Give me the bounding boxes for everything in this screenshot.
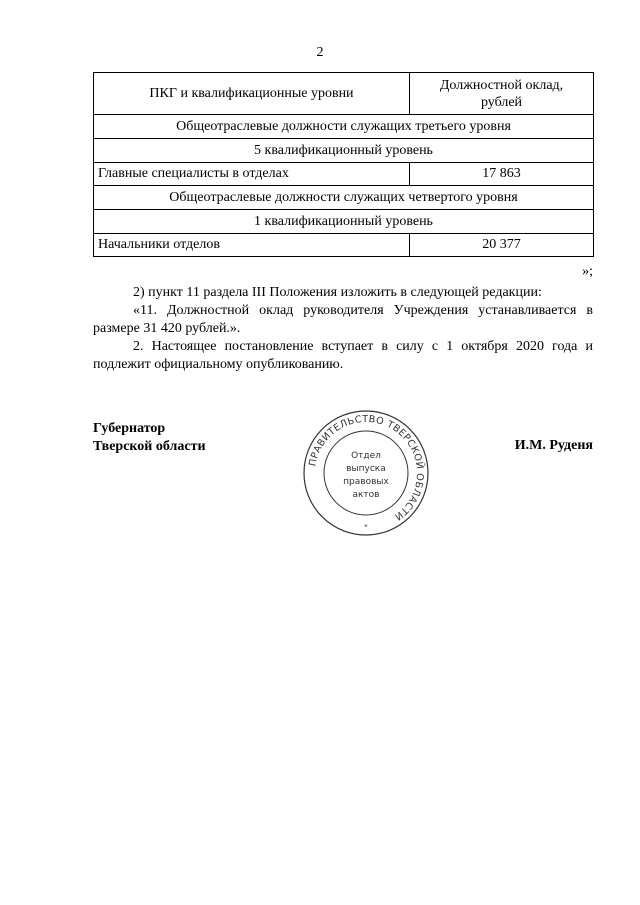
table-header-row	[94, 73, 594, 115]
paragraph-amendment: 2) пункт 11 раздела III Положения изложить в следующей редакции:	[133, 285, 542, 300]
stamp-ring-text: ПРАВИТЕЛЬСТВО ТВЕРСКОЙ ОБЛАСТИ	[307, 413, 426, 523]
group1-level-cell: 5 квалификационный уровень	[94, 139, 594, 163]
signatory-title-line1: Губернатор	[93, 421, 166, 436]
group1-position-cell: Главные специалисты в отделах	[94, 163, 410, 186]
closing-quote: »;	[582, 264, 593, 279]
header-salary-line1: Должностной оклад,	[439, 77, 564, 93]
signatory-name: И.М. Руденя	[514, 438, 593, 453]
paragraph-new-text: «11. Должностной оклад руководителя Учреждения устанавливается в размере 31 420 рублей.».	[93, 303, 593, 336]
group1-salary-cell: 17 863	[410, 163, 594, 186]
header-pkg-cell: ПКГ и квалификационные уровни	[94, 73, 410, 115]
stamp-center-line2: выпуска	[346, 464, 386, 474]
official-stamp	[301, 408, 431, 538]
stamp-center-line1: Отдел	[351, 451, 381, 461]
table-row	[94, 186, 594, 210]
table-row	[94, 139, 594, 163]
stamp-center-line4: актов	[352, 490, 380, 500]
salary-table	[93, 72, 594, 257]
paragraph-effective-date: 2. Настоящее постановление вступает в силу с 1 октября 2020 года и подлежит официальному опубликованию.	[93, 339, 593, 372]
stamp-star: *	[364, 523, 368, 531]
table-row	[94, 115, 594, 139]
table-row	[94, 234, 594, 257]
group2-level-cell: 1 квалификационный уровень	[94, 210, 594, 234]
group2-position-cell: Начальники отделов	[94, 234, 410, 257]
header-salary-cell	[410, 73, 594, 115]
signatory-title	[93, 420, 206, 456]
page-number: 2	[316, 45, 324, 60]
group2-title-cell: Общеотраслевые должности служащих четвертого уровня	[94, 186, 594, 210]
group2-salary-cell: 20 377	[410, 234, 594, 257]
signatory-title-line2: Тверской области	[93, 439, 206, 454]
stamp-center-line3: правовых	[343, 477, 389, 487]
table-row	[94, 210, 594, 234]
table-row	[94, 163, 594, 186]
header-salary-line2: рублей	[480, 94, 523, 110]
group1-title-cell: Общеотраслевые должности служащих третьего уровня	[94, 115, 594, 139]
